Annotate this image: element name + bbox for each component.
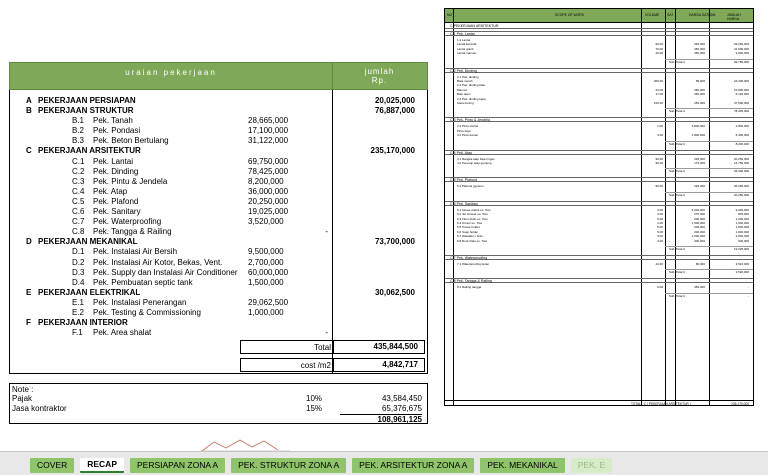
row-code: E.2 bbox=[72, 308, 85, 317]
recap-row bbox=[10, 247, 427, 257]
row-subtitle: Pek. Tanah bbox=[93, 116, 133, 126]
detail-line: Lantai granit 70.00 450,000 31,500,000 bbox=[457, 46, 749, 51]
detail-line: 6.4 Urinoir ex. Toto 1.00 1,500,000 1,500,000 bbox=[457, 221, 749, 225]
row-amount: 1,500,000 bbox=[248, 277, 284, 287]
row-subtitle: Pek. Sanitary bbox=[93, 207, 141, 216]
detail-line: 3.2 Pintu kamar 3.00 1,800,000 5,400,000 bbox=[457, 133, 749, 138]
row-total: 73,700,000 bbox=[374, 237, 415, 247]
row-title: PEKERJAAN MEKANIKAL bbox=[38, 237, 138, 247]
cost-box bbox=[240, 358, 425, 372]
detail-line: 6.6 Soap holder 5.00 200,000 1,000,000 bbox=[457, 229, 749, 234]
recap-row bbox=[10, 167, 427, 177]
sheet-tab-cover[interactable]: COVER bbox=[30, 458, 74, 473]
cost-value: 4,842,717 bbox=[382, 360, 418, 370]
detail-line: Lantai keramik 90.00 325,000 29,250,000 bbox=[457, 42, 749, 47]
detail-line: 2.1 Pas. dinding bbox=[457, 74, 479, 79]
recap-row bbox=[10, 288, 427, 298]
row-subtitle: Pek. Instalasi Air Bersih bbox=[93, 247, 178, 257]
notes-sum: 108,961,125 bbox=[340, 414, 422, 424]
detail-line: Pintu kayu bbox=[457, 128, 472, 133]
row-letter: A bbox=[26, 96, 32, 105]
recap-row bbox=[10, 136, 427, 146]
recap-row bbox=[10, 278, 427, 288]
detail-subtotal: Sub. Total C 69,750,000 bbox=[665, 59, 753, 64]
sheet-tab-pek-arsitektur-zona-a[interactable]: PEK. ARSITEKTUR ZONA A bbox=[352, 458, 474, 473]
row-title: PEKERJAAN ELEKTRIKAL bbox=[38, 287, 141, 297]
row-subtitle: Pek. Plafond bbox=[93, 196, 139, 206]
detail-group-title: C.2 Pek. Dinding bbox=[445, 68, 753, 73]
detail-grand-total: TOTAL - C ( PEKERJAAN ARSITEKTUR ) 235,170,000 bbox=[445, 400, 753, 406]
recap-row bbox=[10, 157, 427, 167]
sheet-tab-pek-mekanikal[interactable]: PEK. MEKANIKAL bbox=[480, 458, 564, 473]
row-amount: 69,750,000 bbox=[248, 156, 289, 166]
row-code: D.2 bbox=[72, 257, 85, 267]
row-code: B.1 bbox=[72, 116, 85, 126]
notes-box bbox=[9, 383, 428, 424]
detail-line: 6.5 Tissue holder 5.00 200,000 1,000,000 bbox=[457, 225, 749, 230]
detail-line: 3.1 Pintu utama 1.00 2,800,000 2,800,000 bbox=[457, 124, 749, 129]
row-total: 235,170,000 bbox=[370, 146, 415, 156]
row-subtitle: Pek. Instalasi Air Kotor, Bekas, Vent. bbox=[93, 257, 223, 267]
row-code: E.1 bbox=[72, 297, 85, 307]
jasa-label: Jasa kontraktor bbox=[12, 404, 67, 413]
pajak-label: Pajak bbox=[12, 394, 33, 403]
detail-line: 6.8 Roof drain ex. Toto 3.00 300,000 900,000 bbox=[457, 238, 749, 243]
pajak-value: 43,584,450 bbox=[381, 394, 422, 403]
recap-row bbox=[10, 328, 427, 338]
row-title: PEKERJAAN ARSITEKTUR bbox=[38, 146, 141, 156]
total-box bbox=[240, 340, 425, 354]
row-subtitle: Pek. Lantai bbox=[93, 156, 134, 166]
row-subtitle: Pek. Instalasi Penerangan bbox=[93, 297, 187, 307]
recap-row bbox=[10, 308, 427, 318]
detail-group-title: C.4 Pek. Atap bbox=[445, 150, 753, 155]
detail-section-title: C PEKERJAAN ARSITEKTUR bbox=[445, 24, 753, 29]
row-code: D.1 bbox=[72, 247, 85, 257]
row-subtitle: Pek. Testing & Commissioning bbox=[93, 308, 201, 317]
recap-row bbox=[10, 207, 427, 217]
row-subtitle: Pek. Pondasi bbox=[93, 126, 141, 136]
row-amount: 17,100,000 bbox=[248, 126, 289, 136]
row-letter: C bbox=[26, 146, 32, 156]
row-subtitle: Pek. Waterproofing bbox=[93, 217, 162, 227]
row-letter: E bbox=[26, 287, 32, 297]
row-code: C.2 bbox=[72, 166, 85, 176]
detail-line: 1.1 Lantai bbox=[457, 38, 471, 42]
detail-line: Marmer 24.00 450,000 10,800,000 bbox=[457, 87, 749, 92]
detail-line: 6.3 Floor drain ex. Toto 6.00 200,000 1,200,000 bbox=[457, 216, 749, 221]
detail-line: Kaca bening 150.00 250,000 37,500,000 bbox=[457, 101, 749, 105]
header-uraian: uraian pekerjaan bbox=[125, 68, 217, 77]
row-amount: 20,250,000 bbox=[248, 196, 289, 206]
detail-subtotal: Sub. Total C 19,025,000 bbox=[665, 246, 753, 251]
row-total: 30,062,500 bbox=[374, 287, 415, 297]
header-jumlah: jumlah Rp. bbox=[364, 67, 395, 85]
detail-group-title: C.1 Pek. Lantai bbox=[445, 31, 753, 36]
recap-row bbox=[10, 318, 427, 328]
row-code: D.3 bbox=[72, 267, 85, 277]
row-amount: 3,520,000 bbox=[248, 217, 284, 227]
detail-subtotal: Sub. Total C 8,200,000 bbox=[665, 141, 753, 146]
recap-row bbox=[10, 96, 427, 106]
recap-row bbox=[10, 298, 427, 308]
detail-group-title: C.3 Pek. Pintu & Jendela bbox=[445, 117, 753, 122]
row-subtitle: Pek. Pembuatan septic tank bbox=[93, 277, 193, 287]
row-subtitle: Pek. Beton Bertulang bbox=[93, 136, 169, 146]
detail-subtotal: Sub. Total C 20,250,000 bbox=[665, 192, 753, 197]
row-title: PEKERJAAN STRUKTUR bbox=[38, 106, 134, 115]
row-total: 20,025,000 bbox=[374, 96, 415, 105]
row-amount: 8,200,000 bbox=[248, 176, 284, 186]
row-code: C.4 bbox=[72, 186, 85, 196]
row-amount: 78,425,000 bbox=[248, 166, 289, 176]
detail-line: 8.1 Railing tangga 0.00 450,000 - bbox=[457, 285, 749, 290]
row-code: C.5 bbox=[72, 196, 85, 206]
row-amount: 19,025,000 bbox=[248, 207, 289, 216]
sheet-tab-bar bbox=[0, 451, 768, 475]
total-value: 435,844,500 bbox=[373, 342, 418, 352]
recap-row bbox=[10, 187, 427, 197]
detail-subtotal: Sub. Total C 36,000,000 bbox=[665, 168, 753, 173]
detail-subtotal: Sub. Total C 3,520,000 bbox=[665, 269, 753, 274]
detail-header: NO SCOPE OF WORK VOLUME SAT HARGA SATUAN JUMLAH HARGA bbox=[445, 9, 753, 23]
detail-sheet bbox=[444, 8, 754, 406]
detail-group-title: C.7 Pek. Waterproofing bbox=[445, 255, 753, 260]
row-subtitle: Pek. Tangga & Railing bbox=[93, 227, 172, 237]
detail-group-title: C.6 Pek. Sanitary bbox=[445, 201, 753, 206]
row-code: D.4 bbox=[72, 277, 85, 287]
detail-line: 5.1 Plafond gypsum 90.00 225,000 20,250,000 bbox=[457, 184, 749, 189]
recap-row bbox=[10, 227, 427, 237]
row-amount: 28,665,000 bbox=[248, 116, 289, 126]
detail-line: 6.1 Kloset duduk ex. Toto 3.00 3,000,000 9,000,000 bbox=[457, 207, 749, 212]
detail-line: 7.1 Waterproofing lantai 44.00 80,000 3,520,000 bbox=[457, 262, 749, 266]
recap-row bbox=[10, 146, 427, 156]
detail-line: 6.7 Wastafel + kran 3.00 1,200,000 3,600,000 bbox=[457, 234, 749, 239]
recap-row bbox=[10, 106, 427, 116]
detail-line: Batu alam 17.00 360,000 6,125,000 bbox=[457, 92, 749, 97]
row-code: C.3 bbox=[72, 176, 85, 186]
detail-line: Bata merah 360.00 65,000 24,300,000 bbox=[457, 79, 749, 83]
row-subtitle: Pek. Area shalat bbox=[93, 328, 152, 338]
recap-table bbox=[9, 62, 428, 374]
recap-row bbox=[10, 268, 427, 278]
jasa-value: 65,376,675 bbox=[381, 404, 422, 413]
detail-line: 2.2 Pas. dinding batu bbox=[457, 83, 486, 88]
pajak-pct: 10% bbox=[306, 394, 323, 403]
recap-row bbox=[10, 217, 427, 227]
row-subtitle: Pek. Atap bbox=[93, 186, 128, 196]
row-amount: 36,000,000 bbox=[248, 186, 289, 196]
row-amount: - bbox=[325, 328, 328, 338]
cost-label: cost /m2 bbox=[300, 361, 331, 371]
row-amount: 1,000,000 bbox=[248, 308, 284, 317]
detail-line: 2.3 Pas. dinding kaca bbox=[457, 96, 486, 101]
recap-header bbox=[9, 62, 428, 90]
row-letter: F bbox=[26, 318, 31, 328]
row-letter: B bbox=[26, 106, 32, 115]
detail-line: 4.2 Penutup atap genteng 90.00 175,000 15,750,000 bbox=[457, 161, 749, 165]
row-amount: - bbox=[325, 227, 328, 237]
row-code: C.6 bbox=[72, 207, 85, 216]
row-code: B.2 bbox=[72, 126, 85, 136]
recap-row bbox=[10, 237, 427, 247]
row-subtitle: Pek. Dinding bbox=[93, 166, 139, 176]
sheet-tab-persiapan-zona-a[interactable]: PERSIAPAN ZONA A bbox=[130, 458, 225, 473]
row-title: PEKERJAAN PERSIAPAN bbox=[38, 96, 136, 105]
recap-row bbox=[10, 197, 427, 207]
detail-subtotal: Sub. Total C - bbox=[665, 293, 753, 298]
jasa-pct: 15% bbox=[306, 404, 323, 413]
note-label: Note : bbox=[12, 385, 34, 394]
sheet-tab-pek-e[interactable]: PEK. E bbox=[571, 458, 612, 473]
recap-row bbox=[10, 116, 427, 126]
row-amount: 60,000,000 bbox=[248, 267, 289, 277]
row-amount: 9,500,000 bbox=[248, 247, 284, 257]
detail-line: 4.1 Rangka atap baja ringan 90.00 225,000 20,250,000 bbox=[457, 156, 749, 161]
detail-line: 6.2 Jet shower ex. Toto 3.00 275,000 825,000 bbox=[457, 212, 749, 217]
row-code: C.1 bbox=[72, 156, 85, 166]
row-code: C.7 bbox=[72, 217, 85, 227]
recap-body bbox=[9, 90, 428, 374]
row-subtitle: Pek. Supply dan Instalasi Air Conditioner bbox=[93, 267, 238, 277]
detail-group-title: C.5 Pek. Plafond bbox=[445, 177, 753, 182]
sheet-tab-pek-struktur-zona-a[interactable]: PEK. STRUKTUR ZONA A bbox=[231, 458, 346, 473]
detail-subtotal: Sub. Total C 78,425,000 bbox=[665, 108, 753, 113]
row-code: F.1 bbox=[72, 328, 83, 338]
detail-line: Lantai marmer 20.00 450,000 9,000,000 bbox=[457, 51, 749, 56]
recap-row bbox=[10, 126, 427, 136]
row-subtitle: Pek. Pintu & Jendela bbox=[93, 176, 168, 186]
total-label: Total bbox=[314, 343, 331, 353]
row-code: B.3 bbox=[72, 136, 85, 146]
recap-row bbox=[10, 177, 427, 187]
row-title: PEKERJAAN INTERIOR bbox=[38, 318, 128, 328]
row-total: 76,887,000 bbox=[374, 106, 415, 115]
sheet-tab-recap[interactable]: RECAP bbox=[80, 458, 124, 473]
row-letter: D bbox=[26, 237, 32, 247]
chart-fragment bbox=[200, 438, 290, 452]
detail-group-title: C.8 Pek. Tangga & Railing bbox=[445, 278, 753, 283]
row-amount: 29,062,500 bbox=[248, 297, 289, 307]
row-code: C.8 bbox=[72, 227, 85, 237]
recap-row bbox=[10, 258, 427, 268]
row-amount: 31,122,000 bbox=[248, 136, 289, 146]
row-amount: 2,700,000 bbox=[248, 257, 284, 267]
